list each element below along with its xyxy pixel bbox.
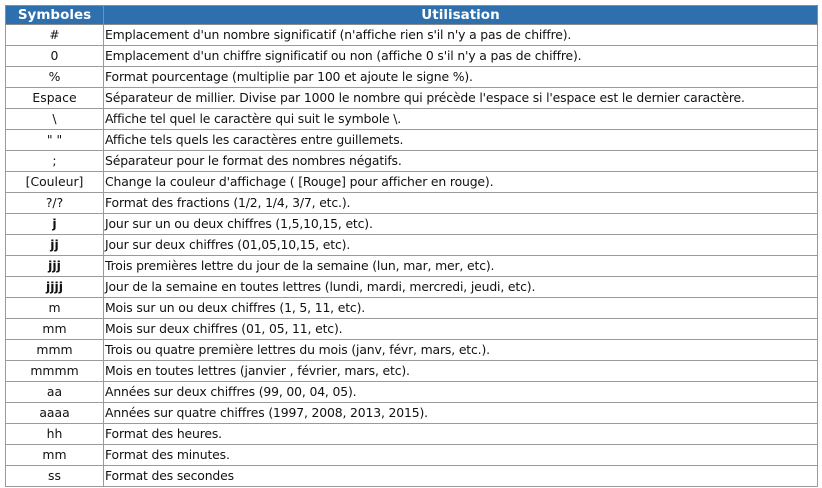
usage-cell: Séparateur pour le format des nombres négatifs. <box>104 151 818 172</box>
table-row <box>6 319 818 340</box>
usage-cell: Mois sur deux chiffres (01, 05, 11, etc). <box>104 319 818 340</box>
symbol-cell: ?/? <box>6 193 104 214</box>
table-row <box>6 445 818 466</box>
symbol-cell: m <box>6 298 104 319</box>
usage-cell: Emplacement d'un chiffre significatif ou non (affiche 0 s'il n'y a pas de chiffre). <box>104 46 818 67</box>
table-row <box>6 25 818 46</box>
table-row <box>6 214 818 235</box>
usage-cell: Format des minutes. <box>104 445 818 466</box>
usage-cell: Années sur quatre chiffres (1997, 2008, 2013, 2015). <box>104 403 818 424</box>
table-row <box>6 466 818 487</box>
table-row <box>6 130 818 151</box>
table-row <box>6 193 818 214</box>
table-row <box>6 46 818 67</box>
usage-cell: Mois sur un ou deux chiffres (1, 5, 11, etc). <box>104 298 818 319</box>
symbol-cell: ss <box>6 466 104 487</box>
symbol-cell: j <box>6 214 104 235</box>
symbol-cell: \ <box>6 109 104 130</box>
usage-cell: Format des heures. <box>104 424 818 445</box>
table-row <box>6 424 818 445</box>
symbol-cell: mm <box>6 445 104 466</box>
symbol-cell: [Couleur] <box>6 172 104 193</box>
usage-cell: Jour de la semaine en toutes lettres (lundi, mardi, mercredi, jeudi, etc). <box>104 277 818 298</box>
symbol-cell: jjjj <box>6 277 104 298</box>
usage-cell: Années sur deux chiffres (99, 00, 04, 05). <box>104 382 818 403</box>
symbol-cell: jjj <box>6 256 104 277</box>
header-symbols: Symboles <box>6 6 104 25</box>
format-symbols-table <box>5 5 818 487</box>
table-row <box>6 298 818 319</box>
table-header-row <box>6 6 818 25</box>
usage-cell: Trois ou quatre première lettres du mois (janv, févr, mars, etc.). <box>104 340 818 361</box>
usage-cell: Mois en toutes lettres (janvier , février, mars, etc). <box>104 361 818 382</box>
usage-cell: Change la couleur d'affichage ( [Rouge] pour afficher en rouge). <box>104 172 818 193</box>
usage-cell: Affiche tel quel le caractère qui suit le symbole \. <box>104 109 818 130</box>
table-row <box>6 340 818 361</box>
usage-cell: Emplacement d'un nombre significatif (n'affiche rien s'il n'y a pas de chiffre). <box>104 25 818 46</box>
table-row <box>6 382 818 403</box>
symbol-cell: mmmm <box>6 361 104 382</box>
symbol-cell: hh <box>6 424 104 445</box>
usage-cell: Jour sur deux chiffres (01,05,10,15, etc). <box>104 235 818 256</box>
usage-cell: Affiche tels quels les caractères entre guillemets. <box>104 130 818 151</box>
table-row <box>6 403 818 424</box>
table-row <box>6 88 818 109</box>
symbol-cell: " " <box>6 130 104 151</box>
header-usage: Utilisation <box>104 6 818 25</box>
table-row <box>6 172 818 193</box>
symbol-cell: 0 <box>6 46 104 67</box>
symbol-cell: jj <box>6 235 104 256</box>
symbol-cell: Espace <box>6 88 104 109</box>
table-row <box>6 151 818 172</box>
usage-cell: Format pourcentage (multiplie par 100 et ajoute le signe %). <box>104 67 818 88</box>
table-row <box>6 256 818 277</box>
usage-cell: Jour sur un ou deux chiffres (1,5,10,15, etc). <box>104 214 818 235</box>
usage-cell: Trois premières lettre du jour de la semaine (lun, mar, mer, etc). <box>104 256 818 277</box>
symbol-cell: # <box>6 25 104 46</box>
table-row <box>6 277 818 298</box>
usage-cell: Séparateur de millier. Divise par 1000 le nombre qui précède l'espace si l'espace est le dernier caractère. <box>104 88 818 109</box>
symbol-cell: ; <box>6 151 104 172</box>
usage-cell: Format des fractions (1/2, 1/4, 3/7, etc.). <box>104 193 818 214</box>
symbol-cell: mmm <box>6 340 104 361</box>
table-row <box>6 109 818 130</box>
table-row <box>6 67 818 88</box>
symbol-cell: aaaa <box>6 403 104 424</box>
symbol-cell: aa <box>6 382 104 403</box>
table-row <box>6 235 818 256</box>
usage-cell: Format des secondes <box>104 466 818 487</box>
symbol-cell: mm <box>6 319 104 340</box>
table-row <box>6 361 818 382</box>
symbol-cell: % <box>6 67 104 88</box>
